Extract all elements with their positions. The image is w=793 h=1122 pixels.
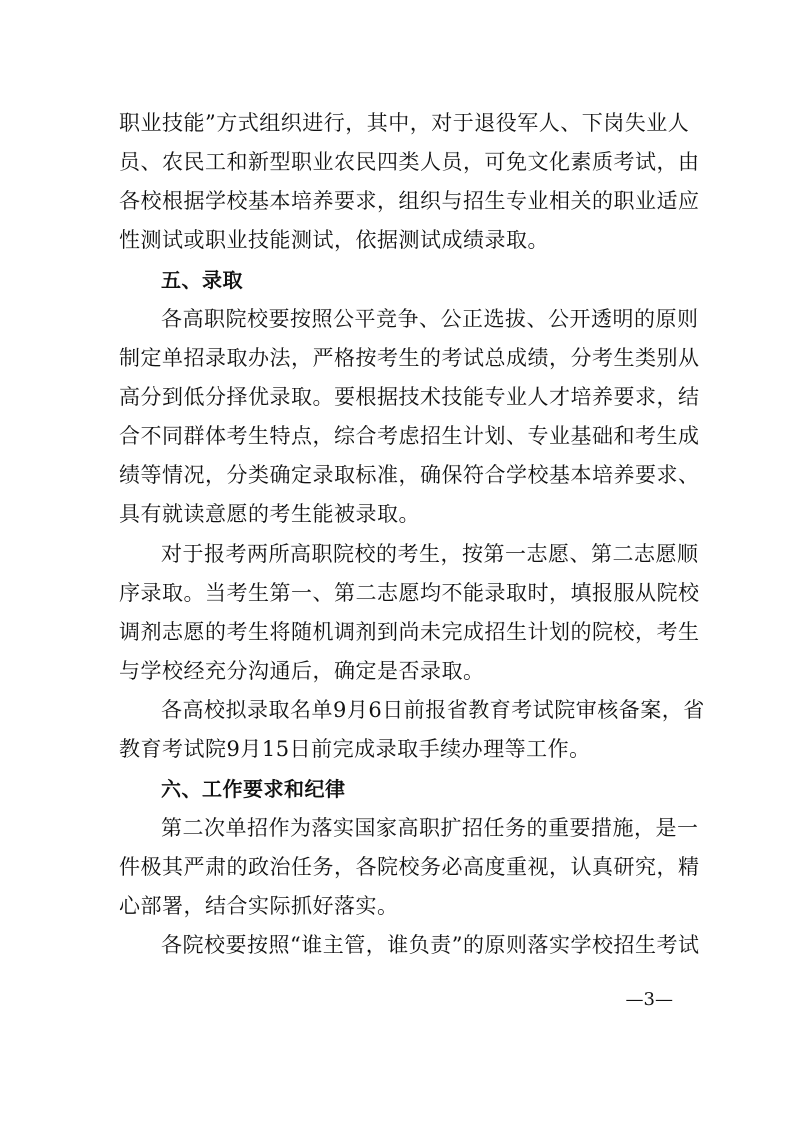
body-text-line: 件极其严肃的政治任务，各院校务必高度重视，认真研究，精 [119, 855, 700, 879]
body-text-line: 各校根据学校基本培养要求，组织与招生专业相关的职业适应 [119, 189, 700, 213]
section-heading-work-requirements: 六、工作要求和纪律 [161, 777, 346, 801]
body-text-line: 合不同群体考生特点，综合考虑招生计划、专业基础和考生成 [119, 424, 700, 448]
body-text-line: 心部署，结合实际抓好落实。 [119, 894, 399, 918]
body-text-line: 制定单招录取办法，严格按考生的考试总成绩，分考生类别从 [119, 346, 700, 370]
body-text-line: 高分到低分择优录取。要根据技术技能专业人才培养要求，结 [119, 385, 700, 409]
section-heading-admission: 五、录取 [161, 268, 243, 292]
body-text-line: 各高职院校要按照公平竞争、公正选拔、公开透明的原则 [161, 307, 699, 331]
body-text-line: 各院校要按照“谁主管，谁负责”的原则落实学校招生考试 [161, 933, 700, 957]
body-text-line: 对于报考两所高职院校的考生，按第一志愿、第二志愿顺 [161, 542, 699, 566]
body-text-line: 各高校拟录取名单9月6日前报省教育考试院审核备案，省 [161, 698, 705, 722]
body-text-line: 序录取。当考生第一、第二志愿均不能录取时，填报服从院校 [119, 581, 700, 605]
body-text-line: 绩等情况，分类确定录取标准，确保符合学校基本培养要求、 [119, 463, 700, 487]
body-text-line: 与学校经充分沟通后，确定是否录取。 [119, 659, 485, 683]
body-text-line: 第二次单招作为落实国家高职扩招任务的重要措施，是一 [161, 816, 699, 840]
body-text-line: 员、农民工和新型职业农民四类人员，可免文化素质考试，由 [119, 150, 700, 174]
body-text-line: 教育考试院9月15日前完成录取手续办理等工作。 [119, 737, 591, 761]
page-number: —3— [625, 989, 673, 1010]
body-text-line: 具有就读意愿的考生能被录取。 [119, 502, 420, 526]
body-text-line: 调剂志愿的考生将随机调剂到尚未完成招生计划的院校，考生 [119, 620, 700, 644]
body-text-line: 性测试或职业技能测试，依据测试成绩录取。 [119, 228, 549, 252]
body-text-line: 职业技能”方式组织进行，其中，对于退役军人、下岗失业人 [119, 111, 690, 135]
